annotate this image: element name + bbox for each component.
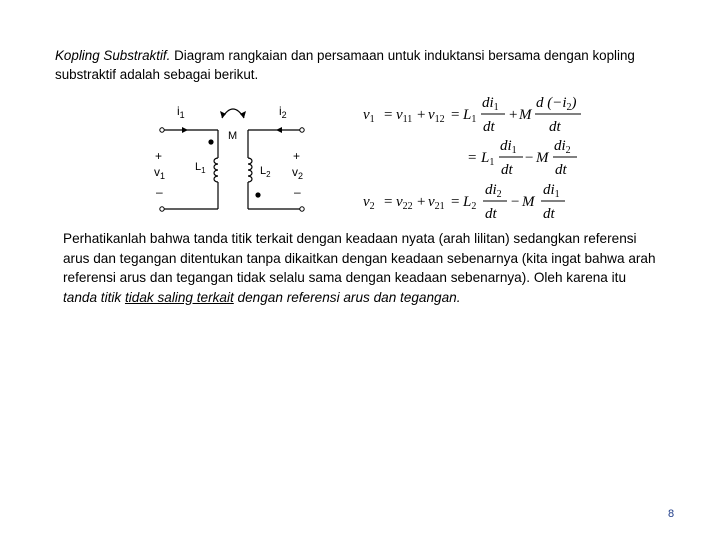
intro-rest: Diagram rangkaian dan persamaan untuk induktansi bersama dengan kopling substraktif adalah sebagai berikut.: [55, 48, 635, 82]
eq1-equals-2: =: [451, 107, 460, 123]
label-minus-v1: –: [156, 185, 163, 199]
terminal-left-bottom: [160, 207, 164, 211]
eq1-frac2-den: dt: [549, 119, 561, 135]
label-v2: $v_2$: [292, 165, 304, 181]
equations: [355, 90, 595, 222]
circuit-diagram: [140, 96, 340, 216]
eq1-lhs: $v_1$: [363, 107, 375, 125]
mutual-coupling-arc: [222, 109, 244, 118]
coupling-arrow-right: [240, 111, 246, 118]
eq3-frac1-num: $di_2$: [485, 182, 502, 200]
paragraph-underlined: tidak saling terkait: [124, 289, 234, 305]
eq1-term-2: $v_{12}$: [428, 107, 445, 125]
terminal-left-top: [160, 128, 164, 132]
eq2-frac1-den: dt: [501, 162, 513, 178]
label-minus-v2: –: [294, 185, 301, 199]
intro-text: [55, 46, 675, 84]
label-l2: $L_2$: [260, 165, 271, 179]
eq2-equals: =: [468, 150, 477, 166]
eq3-equals-2: =: [451, 194, 460, 210]
paragraph-italic-1: tanda titik: [63, 289, 125, 305]
label-i1: $i_1$: [177, 104, 185, 120]
eq3-frac2-num: $di_1$: [543, 182, 560, 200]
eq2-frac2-den: dt: [555, 162, 567, 178]
label-plus-v2: +: [293, 149, 301, 163]
eq3-plus: +: [417, 194, 426, 210]
coupling-arrow-left: [220, 111, 226, 118]
eq2-frac1-num: $di_1$: [500, 138, 517, 156]
paragraph-part-1: Perhatikanlah bahwa tanda titik terkait dengan keadaan nyata (arah lilitan) sedangkan referensi arus dan tegangan ditentukan tanpa dikaitkan dengan keadaan sebenarnya (kita ingat bahwa arah referensi arus dan tegangan tidak selalu sama dengan keadaan sebenarnya). Oleh karena itu: [63, 231, 656, 285]
eq3-term-1: $v_{22}$: [396, 194, 413, 212]
inductor-l1: [214, 158, 218, 182]
current-arrow-i2: [276, 127, 282, 133]
eq1-frac1-den: dt: [483, 119, 495, 135]
eq3-frac1-den: dt: [485, 206, 497, 222]
eq1-operator: +: [509, 107, 518, 123]
label-m: M: [228, 130, 238, 142]
inductor-l2: [248, 158, 252, 182]
terminal-right-bottom: [300, 207, 304, 211]
eq1-plus: +: [417, 107, 426, 123]
eq1-inductance: $L_1$: [463, 107, 477, 125]
eq1-frac2-num: d $(-i_2)$: [536, 95, 577, 113]
explanation-paragraph: [63, 229, 663, 307]
polarity-dot-l2: [255, 192, 260, 197]
equation-line-2: [468, 138, 577, 178]
eq1-m: M: [519, 107, 532, 123]
eq2-inductance: $L_1$: [481, 150, 495, 168]
eq1-frac1-num: $di_1$: [482, 95, 499, 113]
label-v1: $v_1$: [154, 165, 166, 181]
terminal-right-top: [300, 128, 304, 132]
eq3-lhs: $v_2$: [363, 194, 375, 212]
equation-line-3: [363, 182, 565, 222]
eq2-m: M: [536, 150, 549, 166]
eq3-m: M: [522, 194, 535, 210]
current-arrow-i1: [182, 127, 188, 133]
eq3-equals-1: =: [384, 194, 393, 210]
intro-lead: Kopling Substraktif.: [55, 48, 171, 63]
paragraph-italic-2: dengan referensi arus dan tegangan.: [233, 289, 461, 305]
label-i2: $i_2$: [279, 104, 287, 120]
eq2-operator: −: [525, 150, 534, 166]
eq3-term-2: $v_{21}$: [428, 194, 445, 212]
eq3-inductance: $L_2$: [463, 194, 477, 212]
eq2-frac2-num: $di_2$: [554, 138, 571, 156]
label-l1: $L_1$: [195, 161, 206, 175]
polarity-dot-l1: [208, 139, 213, 144]
label-plus-v1: +: [155, 149, 163, 163]
eq3-frac2-den: dt: [543, 206, 555, 222]
page-number: 8: [668, 508, 675, 520]
eq1-equals-1: =: [384, 107, 393, 123]
equation-line-1: [363, 95, 581, 135]
eq3-operator: −: [511, 194, 520, 210]
eq1-term-1: $v_{11}$: [396, 107, 413, 125]
